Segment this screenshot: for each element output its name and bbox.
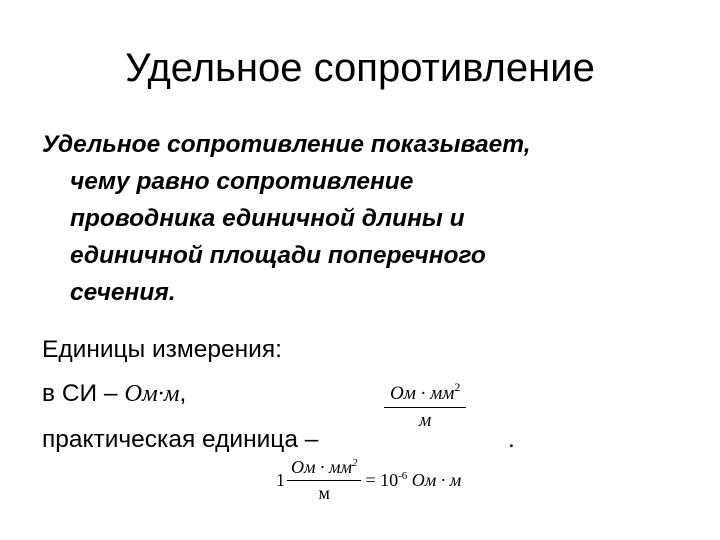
si-prefix: в СИ – (42, 380, 125, 407)
fraction-numerator: Ом · $мм^2$ (390, 380, 461, 404)
conversion-coefficient: 1 (276, 469, 285, 490)
practical-unit-fraction (384, 376, 466, 432)
units-heading: Единицы измерения: (42, 336, 282, 363)
conversion-fraction (287, 457, 361, 504)
definition-line: Удельное сопротивление показывает, (42, 131, 531, 158)
practical-label: практическая единица – (42, 426, 319, 453)
definition-line: сечения. (70, 279, 176, 306)
si-suffix: , (179, 380, 187, 407)
conversion-equation (276, 450, 461, 510)
slide-title: Удельное сопротивление (125, 46, 595, 90)
si-unit: Ом·м (124, 380, 180, 407)
definition-paragraph (42, 126, 692, 311)
si-unit-line (42, 378, 186, 410)
definition-line: чему равно сопротивление (70, 168, 414, 195)
fraction-denominator: м (419, 410, 432, 431)
definition-line: проводника единичной длины и (70, 205, 465, 232)
conversion-numerator: Ом · $мм^2$ (291, 456, 358, 477)
conversion-rhs: = $10^{-6}$ Ом · м (365, 469, 462, 490)
conversion-denominator: м (318, 482, 330, 503)
definition-line: единичной площади поперечного (70, 242, 486, 269)
practical-end: . (508, 426, 515, 453)
